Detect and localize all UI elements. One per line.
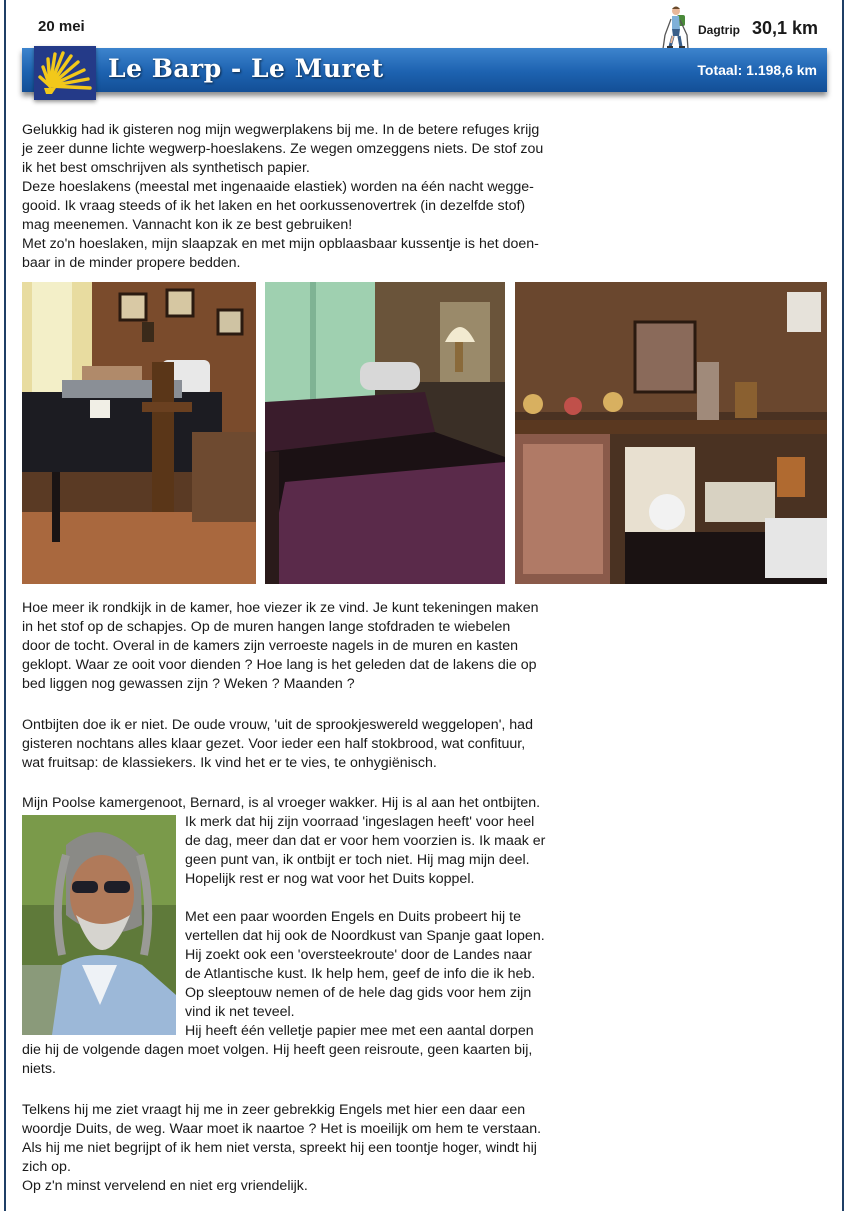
title-banner — [22, 48, 827, 92]
date-label: 20 mei — [38, 18, 85, 35]
paragraph-wegwerplakens: Gelukkig had ik gisteren nog mijn wegwerplakens bij me. In de betere refuges krijg je zeer dunne lichte wegwerp-hoeslakens. Ze wegen omzeggens niets. De stof zou ik het best omschrijven als synthetisch papier. Deze hoeslakens (meestal met ingenaaide elastiek) worden na één nacht wegge- gooid. Ik vraag steeds of ik het laken en het oorkussenovertrek (in dezelfde stof) mag meenemen. Vannacht kon ik ze best gebruiken! Met zo'n hoeslaken, mijn slaapzak en met mijn opblaasbaar kussentje is het doen- baar in de minder propere bedden. — [22, 122, 544, 271]
paragraph-directions: Telkens hij me ziet vraagt hij me in zeer gebrekkig Engels met hier een daar een woordje Duits, de weg. Waar moet ik naartoe ? Het is moeilijk om hem te verstaan. Als hij me niet begrijpt of ik hem niet versta, spreekt hij een toontje hoger, windt hij zich op. Op z'n minst vervelend en niet erg vriendelijk. — [22, 1102, 542, 1194]
total-distance: Totaal: 1.198,6 km — [697, 62, 817, 78]
photo-bernard-portrait — [22, 815, 176, 1035]
page-title: Le Barp - Le Muret — [108, 54, 384, 83]
daytrip-distance: 30,1 km — [752, 18, 819, 38]
page-frame-right — [842, 0, 844, 1211]
daytrip-label: Dagtrip — [698, 23, 740, 37]
photo-kitchen-table — [22, 282, 256, 584]
paragraph-bernard: Mijn Poolse kamergenoot, Bernard, is al vroeger wakker. Hij is al aan het ontbijten. Ik merk dat hij zijn voorraad 'ingeslagen heeft' voor heel de dag, meer dan dat er voor hem voorzien is. Ik maak er geen punt van, ik ontbijt er toch niet. Hij mag mijn deel. Hopelijk rest er nog wat voor het Duits koppel. Met een paar woorden Engels en Duits probeert hij te vertellen dat hij ook de Noordkust van Spanje gaat lopen. Hij zoekt ook een 'oversteekroute' door de Landes naar de Atlantische kust. Ik help hem, geef de info die ik heb. Op sleeptouw nemen of de hele dag gids voor hem zijn vind ik net teveel. Hij heeft één velletje papier mee met een aantal dorpen die hij de volgende dagen moet volgen. Hij heeft geen reisroute, geen kaarten bij, niets. — [22, 795, 546, 1077]
paragraph-breakfast: Ontbijten doe ik er niet. De oude vrouw, 'uit de sprookjeswereld weggelopen', had gisteren nochtans alles klaar gezet. Voor ieder een half stokbrood, wat confituur, wat fruitsap: de klassiekers. Ik vind het er te vies, te onhygiënisch. — [22, 717, 533, 771]
photo-dusty-shelves — [515, 282, 827, 584]
scallop-shell-icon — [34, 46, 96, 100]
hiker-icon — [660, 5, 690, 51]
photo-bedroom-beds — [265, 282, 505, 584]
paragraph-dirty-room: Hoe meer ik rondkijk in de kamer, hoe viezer ik ze vind. Je kunt tekeningen maken in het stof op de schapjes. Op de muren hangen lange stofdraden te wiebelen door de tocht. Overal in de kamers zijn verroeste nagels in de muren en kasten geklopt. Waar ze ooit voor dienden ? Hoe lang is het geleden dat de lakens die op bed liggen nog gewassen zijn ? Weken ? Maanden ? — [22, 600, 539, 692]
page-frame-left — [4, 0, 6, 1211]
